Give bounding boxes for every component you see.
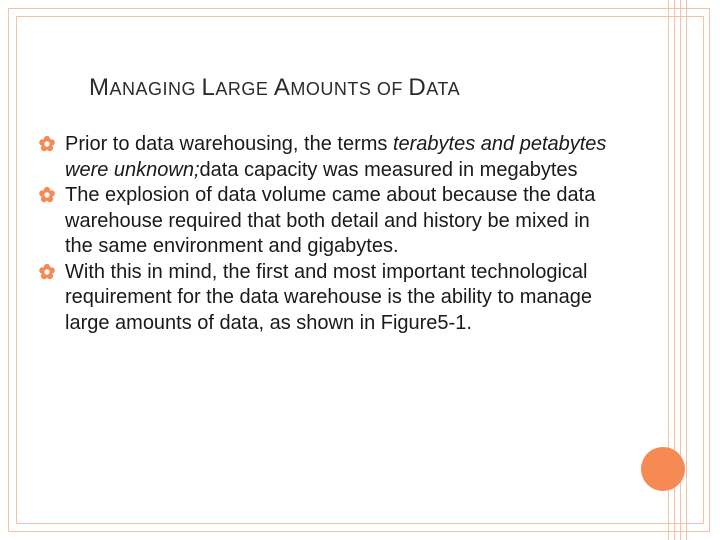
bullet-text-emphasis: terabytes and petabytes were unknown; xyxy=(65,133,607,181)
title-small-caps: MOUNTS OF xyxy=(290,79,409,99)
slide-title xyxy=(89,74,460,102)
bullet-item xyxy=(38,183,618,260)
title-small-caps: ANAGING xyxy=(109,79,202,99)
bullet-text-segment: The explosion of data volume came about because the data warehouse required that both detail and history be mixed in the same environment and gigabytes. xyxy=(65,184,596,257)
bullet-list xyxy=(38,132,618,336)
flower-icon xyxy=(38,135,56,153)
flower-icon xyxy=(38,263,56,281)
bullet-text xyxy=(65,133,606,181)
bullet-text xyxy=(65,184,595,257)
decorative-line xyxy=(686,0,687,540)
title-small-caps: ARGE xyxy=(215,79,274,99)
title-small-caps: ATA xyxy=(426,79,461,99)
bullet-text-segment: data capacity was measured in megabytes xyxy=(199,158,578,181)
bullet-text xyxy=(65,261,592,334)
title-cap: D xyxy=(408,74,427,101)
bullet-text-segment: Prior to data warehousing, the terms xyxy=(65,133,393,155)
bullet-item xyxy=(38,260,618,337)
decorative-circle xyxy=(641,447,685,491)
bullet-item xyxy=(38,132,618,183)
bullet-text-segment: With this in mind, the first and most important technological requirement for the data warehouse is the ability to manage large amounts of data, as shown in Figure5-1. xyxy=(65,260,592,334)
title-cap: A xyxy=(273,74,291,101)
flower-icon xyxy=(38,186,56,204)
title-cap: L xyxy=(201,74,216,101)
title-cap: M xyxy=(89,74,110,101)
